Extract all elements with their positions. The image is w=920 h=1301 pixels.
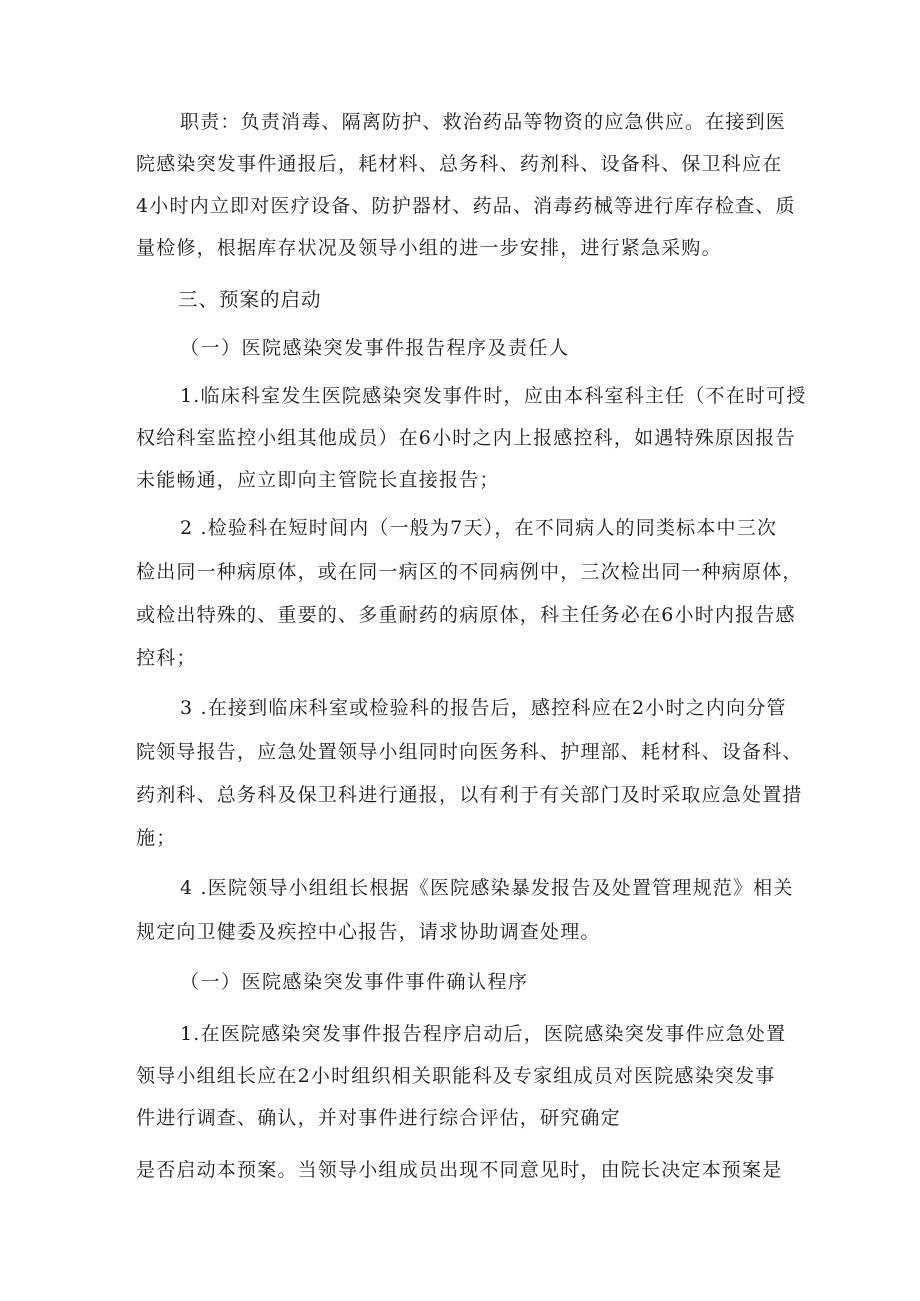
body-text-line: 或检出特殊的、重要的、多重耐药的病原体，科主任务必在6小时内报告感 — [136, 604, 796, 626]
body-text-line: 件进行调查、确认，并对事件进行综合评估，研究确定 — [136, 1107, 621, 1129]
body-text-line: 职责：负责消毒、隔离防护、救治药品等物资的应急供应。在接到医 — [180, 111, 787, 133]
body-text-line: 药剂科、总务科及保卫科进行通报，以有利于有关部门及时采取应急处置措 — [136, 784, 803, 806]
body-text-line: 未能畅通，应立即向主管院长直接报告； — [136, 469, 500, 491]
subsection-heading: （一）医院感染突发事件事件确认程序 — [180, 971, 529, 993]
body-text-line: 规定向卫健委及疾控中心报告，请求协助调查处理。 — [136, 921, 601, 943]
body-text-line: 是否启动本预案。当领导小组成员出现不同意见时，由院长决定本预案是 — [136, 1159, 783, 1181]
subsection-heading: （一）医院感染突发事件报告程序及责任人 — [180, 337, 570, 359]
body-text-line: 2 .检验科在短时间内（一般为7天），在不同病人的同类标本中三次 — [180, 517, 778, 539]
body-text-line: 4小时内立即对医疗设备、防护器材、药品、消毒药械等进行库存检查、质 — [136, 195, 796, 217]
body-text-line: 施； — [136, 827, 177, 849]
body-text-line: 院领导报告，应急处置领导小组同时向医务科、护理部、耗材科、设备科、 — [136, 741, 803, 763]
body-text-line: 领导小组组长应在2小时组织相关职能科及专家组成员对医院感染突发事 — [136, 1065, 776, 1087]
body-text-line: 院感染突发事件通报后，耗材料、总务科、药剂科、设备科、保卫科应在 — [136, 153, 783, 175]
body-text-line: 检出同一种病原体，或在同一病区的不同病例中，三次检出同一种病原体， — [136, 561, 803, 583]
body-text-line: 权给科室监控小组其他成员）在6小时之内上报感控科，如遇特殊原因报告 — [136, 427, 796, 449]
body-text-line: 1.在医院感染突发事件报告程序启动后，医院感染突发事件应急处置 — [180, 1023, 787, 1045]
body-text-line: 4 .医院领导小组组长根据《医院感染暴发报告及处置管理规范》相关 — [180, 877, 794, 899]
body-text-line: 1.临床科室发生医院感染突发事件时，应由本科室科主任（不在时可授 — [180, 385, 807, 407]
body-text-line: 控科； — [136, 647, 197, 669]
section-heading: 三、预案的启动 — [178, 288, 322, 311]
body-text-line: 3 .在接到临床科室或检验科的报告后，感控科应在2小时之内向分管 — [180, 697, 787, 719]
body-text-line: 量检修，根据库存状况及领导小组的进一步安排，进行紧急采购。 — [136, 237, 722, 259]
